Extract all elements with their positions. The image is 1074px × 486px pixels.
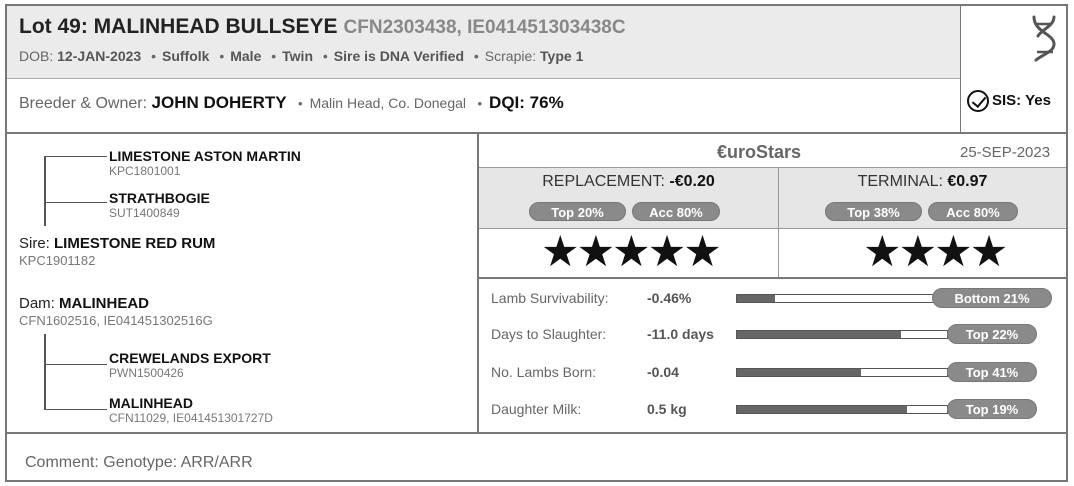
star-icon: ★ xyxy=(683,228,719,276)
trait-rank-badge: Bottom 21% xyxy=(932,288,1052,308)
eurostars-logo: €uroStars xyxy=(717,142,802,162)
terminal-top-badge: Top 38% xyxy=(825,202,922,221)
dam-sire-name: CREWELANDS EXPORT xyxy=(109,350,271,366)
terminal-label: TERMINAL: xyxy=(857,173,943,190)
dob-label: DOB: xyxy=(19,48,54,64)
sire-dam-reg: SUT1400849 xyxy=(109,206,180,220)
sire-sire-reg: KPC1801001 xyxy=(109,164,181,178)
trait-value: 0.5 kg xyxy=(647,401,687,417)
breeder-name: JOHN DOHERTY xyxy=(151,93,287,112)
dob-value: 12-JAN-2023 xyxy=(57,48,142,64)
replacement-value: -€0.20 xyxy=(669,173,715,190)
sis-badge xyxy=(967,90,1051,112)
sis-label: SIS: Yes xyxy=(992,91,1051,109)
terminal-acc-badge: Acc 80% xyxy=(928,202,1018,221)
terminal-stars xyxy=(863,228,1005,276)
star-icon: ★ xyxy=(898,228,935,276)
sire-name: LIMESTONE RED RUM xyxy=(54,235,216,252)
sire-label: Sire: xyxy=(19,235,50,252)
breed-value: Suffolk xyxy=(161,48,210,64)
dam-dam-name: MALINHEAD xyxy=(109,395,193,411)
breeder-line: Breeder & Owner: JOHN DOHERTY • Malin Head, Co. Donegal • DQI: 76% xyxy=(19,93,564,112)
check-circle-icon xyxy=(967,90,989,112)
dam-sire-reg: PWN1500426 xyxy=(109,366,184,380)
dam-name: MALINHEAD xyxy=(59,295,150,312)
terminal-index xyxy=(779,173,1066,191)
sire-row xyxy=(19,235,215,252)
breeder-label: Breeder & Owner: xyxy=(19,95,148,112)
dam-label: Dam: xyxy=(19,295,55,312)
breeder-location: Malin Head, Co. Donegal xyxy=(309,95,467,111)
lot-name: Lot 49: MALINHEAD BULLSEYE xyxy=(19,15,338,38)
star-icon: ★ xyxy=(934,228,970,276)
dna-icon xyxy=(1029,14,1059,62)
trait-label: No. Lambs Born: xyxy=(491,364,597,380)
lot-ids: CFN2303438, IE041451303438C xyxy=(343,17,626,38)
star-icon: ★ xyxy=(541,228,577,276)
trait-label: Daughter Milk: xyxy=(491,401,582,417)
replacement-top-badge: Top 20% xyxy=(529,202,626,221)
lot-details: DOB: 12-JAN-2023 • Suffolk • Male • Twin • Sire is DNA Verified • Scrapie: Type 1 xyxy=(19,48,584,64)
scrapie-label: Scrapie: xyxy=(484,48,537,64)
pedigree-panel xyxy=(7,134,477,432)
trait-rank-badge: Top 22% xyxy=(947,324,1037,344)
sire-reg: KPC1901182 xyxy=(19,253,96,268)
trait-bar xyxy=(736,294,948,303)
dam-row xyxy=(19,295,149,312)
trait-label: Days to Slaughter: xyxy=(491,326,607,342)
trait-bar xyxy=(736,368,948,377)
trait-bar xyxy=(736,405,948,414)
sire-dam-name: STRATHBOGIE xyxy=(109,190,210,206)
star-icon: ★ xyxy=(647,228,684,276)
comment-text: Comment: Genotype: ARR/ARR xyxy=(25,454,253,471)
trait-value: -0.46% xyxy=(647,290,692,306)
trait-rank-badge: Top 19% xyxy=(947,399,1037,419)
trait-bar xyxy=(736,330,948,339)
terminal-value: €0.97 xyxy=(947,173,988,190)
dqi-value: DQI: 76% xyxy=(489,93,564,112)
sex-value: Male xyxy=(230,48,262,64)
star-icon: ★ xyxy=(576,228,613,276)
replacement-stars xyxy=(541,228,719,276)
star-icon: ★ xyxy=(969,228,1006,276)
replacement-acc-badge: Acc 80% xyxy=(632,202,720,221)
star-icon: ★ xyxy=(612,228,648,276)
lot-title xyxy=(19,15,626,39)
dam-dam-reg: CFN11029, IE041451301727D xyxy=(109,411,273,425)
trait-value: -11.0 days xyxy=(647,326,714,342)
lot-card xyxy=(5,4,1068,482)
eurostars-date: 25-SEP-2023 xyxy=(960,144,1051,161)
trait-value: -0.04 xyxy=(647,364,679,380)
scrapie-value: Type 1 xyxy=(540,48,584,64)
sire-dna-status: Sire is DNA Verified xyxy=(333,48,464,64)
sire-sire-name: LIMESTONE ASTON MARTIN xyxy=(109,148,301,164)
replacement-label: REPLACEMENT: xyxy=(542,173,665,190)
lot-header xyxy=(7,6,960,79)
birth-type: Twin xyxy=(282,48,313,64)
dam-reg: CFN1602516, IE041451302516G xyxy=(19,313,213,328)
star-icon: ★ xyxy=(863,228,899,276)
replacement-index xyxy=(479,173,778,191)
trait-label: Lamb Survivability: xyxy=(491,290,609,306)
trait-rank-badge: Top 41% xyxy=(947,362,1037,382)
